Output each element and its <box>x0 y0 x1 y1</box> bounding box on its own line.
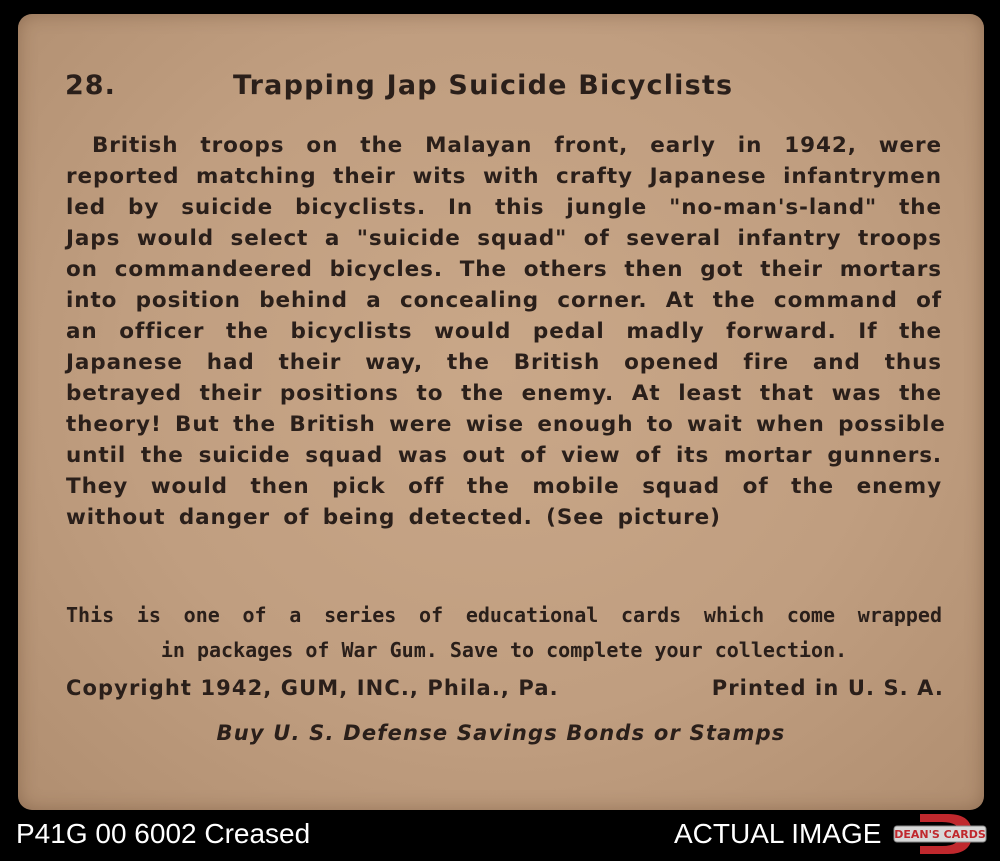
copyright-row <box>66 676 944 710</box>
description-line: until the suicide squad was out of view of its mortar gunners. <box>66 443 942 468</box>
description-line: into position behind a concealing corner. At the command of <box>66 288 942 313</box>
card-title: Trapping Jap Suicide Bicyclists <box>233 70 734 101</box>
description-line: on commandeered bicycles. The others then got their mortars <box>66 257 942 282</box>
series-note-line: This is one of a series of educational cards which come wrapped <box>66 603 942 627</box>
deans-cards-logo <box>890 812 990 856</box>
description-line: They would then pick off the mobile squad of the enemy <box>66 474 942 499</box>
description-line: Japanese had their way, the British opened fire and thus <box>66 350 942 375</box>
card-header <box>63 70 943 114</box>
copyright-text: Copyright 1942, GUM, INC., Phila., Pa. <box>66 676 559 700</box>
series-note <box>66 598 942 668</box>
svg-text:DEAN'S CARDS: DEAN'S CARDS <box>894 828 986 841</box>
trading-card-back <box>18 14 984 810</box>
description-line: led by suicide bicyclists. In this jungle "no-man's-land" the <box>66 195 942 220</box>
defense-bonds-slogan: Buy U. S. Defense Savings Bonds or Stamps <box>216 721 786 745</box>
card-number: 28. <box>65 70 116 101</box>
description-line: theory! But the British were wise enough to wait when possible <box>66 412 946 437</box>
listing-caption-left: P41G 00 6002 Creased <box>16 818 311 849</box>
description-line: without danger of being detected. (See picture) <box>66 505 721 530</box>
series-note-line: in packages of War Gum. Save to complete your collection. <box>160 638 848 662</box>
listing-caption-right: ACTUAL IMAGE <box>674 818 882 849</box>
printed-in-text: Printed in U. S. A. <box>711 676 944 700</box>
description-line: betrayed their positions to the enemy. At least that was the <box>66 381 942 406</box>
card-description <box>66 130 946 533</box>
description-line: reported matching their wits with crafty Japanese infantrymen <box>66 164 942 189</box>
description-line: Japs would select a "suicide squad" of several infantry troops <box>66 226 942 251</box>
description-line: an officer the bicyclists would pedal madly forward. If the <box>66 319 942 344</box>
description-line: British troops on the Malayan front, early in 1942, were <box>92 133 942 158</box>
